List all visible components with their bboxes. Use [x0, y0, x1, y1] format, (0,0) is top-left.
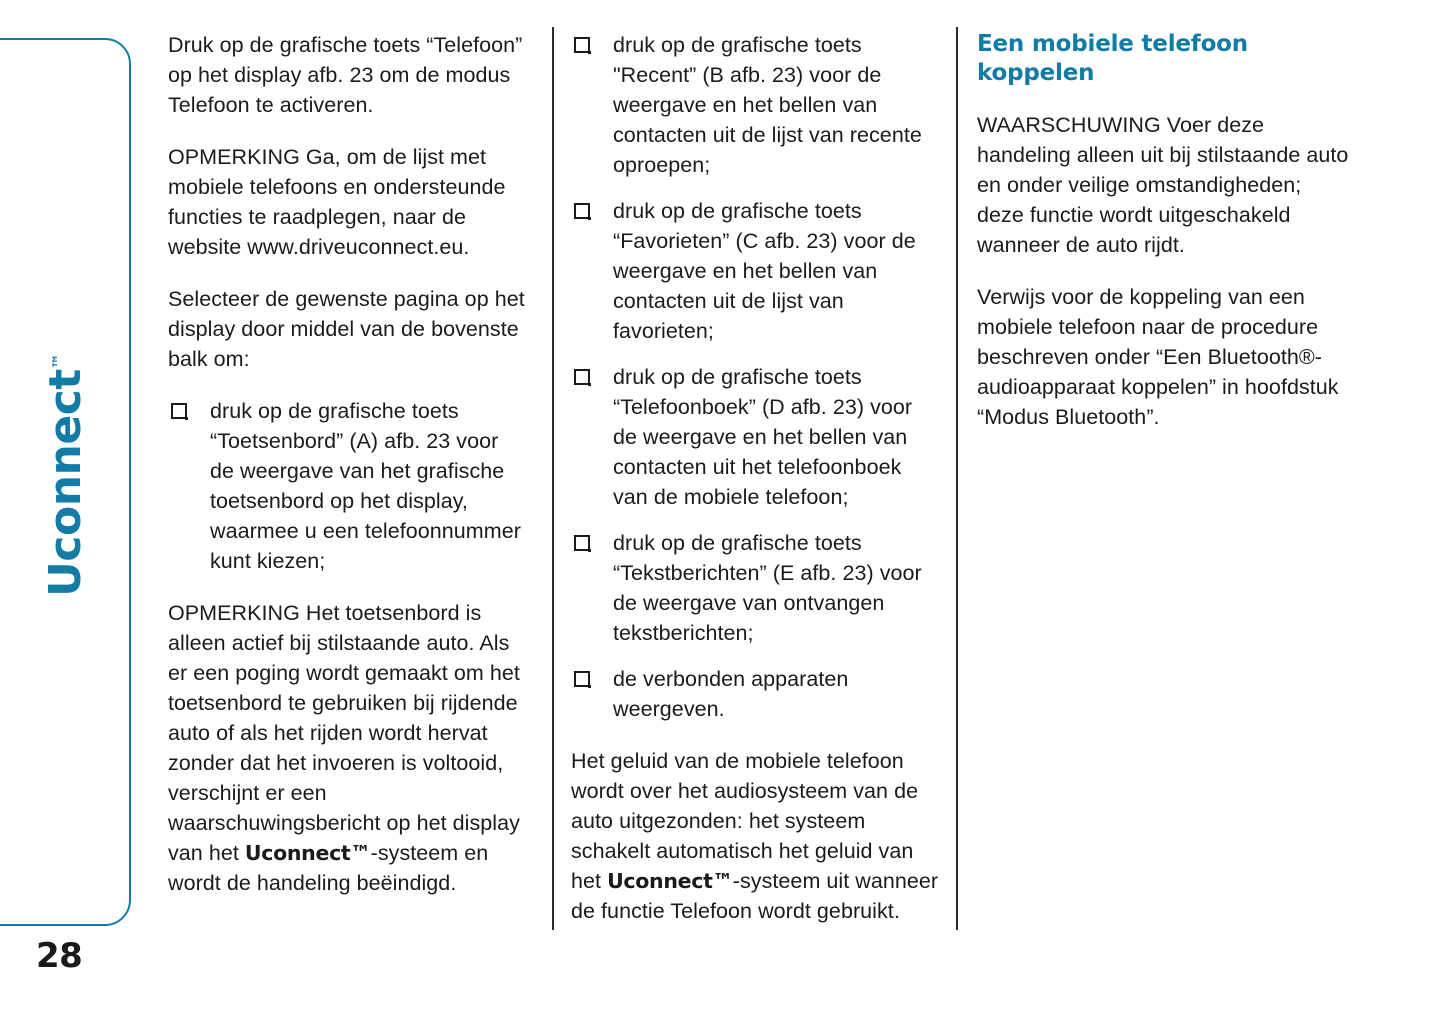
- trademark-icon: ™: [49, 353, 69, 370]
- list-item-label: druk op de grafische toets “Telefoonboek” (D afb. 23) voor de weergave en het bellen van contacten uit het telefoonboek van de mobiele telefoon;: [613, 365, 913, 509]
- square-bullet-icon: [171, 403, 187, 419]
- text-column-1: [168, 30, 528, 898]
- list-item-label: de verbonden apparaten weergeven.: [613, 667, 849, 721]
- square-bullet-icon: [574, 535, 590, 551]
- uconnect-brand: Uconnect™: [244, 841, 371, 865]
- paragraph: Selecteer de gewenste pagina op het display door middel van de bovenste balk om:: [168, 287, 525, 371]
- closing-text-end: -systeem uit wanneer de functie Telefoon wordt gebruikt.: [571, 869, 939, 923]
- list-item-label: druk op de grafische toets “Toetsenbord” (A) afb. 23 voor de weergave van het grafische toetsenbord op het display, waarmee u een telefoonnummer kunt kiezen;: [210, 399, 521, 573]
- list-item: [168, 396, 528, 576]
- uconnect-brand: Uconnect™: [607, 869, 733, 893]
- paragraph: Verwijs voor de koppeling van een mobiele telefoon naar de procedure beschreven onder “Een Bluetooth®-audioapparaat koppelen” in hoofdstuk “Modus Bluetooth”.: [977, 285, 1339, 429]
- text-column-3: [977, 30, 1352, 432]
- text-column-2: [571, 30, 939, 926]
- list-item: [571, 362, 939, 512]
- list-item: [571, 664, 939, 724]
- chapter-tab-logo: [0, 330, 132, 620]
- list-item-label: druk op de grafische toets “Favorieten” (C afb. 23) voor de weergave en het bellen van contacten uit de lijst van favorieten;: [613, 199, 916, 343]
- square-bullet-icon: [574, 369, 590, 385]
- note-text-end: -systeem en wordt de handeling beëindigd.: [168, 841, 489, 895]
- paragraph: [168, 598, 528, 898]
- list-item: [571, 30, 939, 180]
- bullet-list: [168, 396, 528, 576]
- section-heading: Een mobiele telefoon koppelen: [977, 31, 1248, 86]
- page-number: 28: [36, 936, 83, 976]
- list-item: [571, 528, 939, 648]
- column-divider-1: [552, 27, 554, 930]
- paragraph: Druk op de grafische toets “Telefoon” op het display afb. 23 om de modus Telefoon te activeren.: [168, 33, 523, 117]
- square-bullet-icon: [574, 37, 590, 53]
- list-item: [571, 196, 939, 346]
- square-bullet-icon: [574, 671, 590, 687]
- paragraph: [571, 746, 939, 926]
- closing-text-start: Het geluid van de mobiele telefoon wordt over het audiosysteem van de auto uitgezonden: het systeem schakelt automatisch het geluid van het: [571, 749, 919, 893]
- list-item-label: druk op de grafische toets "Recent” (B afb. 23) voor de weergave en het bellen van contacten uit de lijst van recente oproepen;: [613, 33, 922, 177]
- list-item-label: druk op de grafische toets “Tekstberichten” (E afb. 23) voor de weergave van ontvangen tekstberichten;: [613, 531, 922, 645]
- chapter-tab-label: Uconnect: [40, 369, 91, 597]
- bullet-list: [571, 30, 939, 724]
- column-divider-2: [956, 27, 958, 930]
- paragraph: OPMERKING Ga, om de lijst met mobiele telefoons en ondersteunde functies te raadplegen, naar de website www.driveuconnect.eu.: [168, 145, 506, 259]
- square-bullet-icon: [574, 203, 590, 219]
- paragraph: WAARSCHUWING Voer deze handeling alleen uit bij stilstaande auto en onder veilige omstandigheden; deze functie wordt uitgeschakeld wanneer de auto rijdt.: [977, 113, 1349, 257]
- note-text-start: OPMERKING Het toetsenbord is alleen actief bij stilstaande auto. Als er een poging wordt gemaakt om het toetsenbord te gebruiken bij rijdende auto of als het rijden wordt hervat zonder dat het invoeren is voltooid, verschijnt er een waarschuwingsbericht op het display van het: [168, 601, 520, 865]
